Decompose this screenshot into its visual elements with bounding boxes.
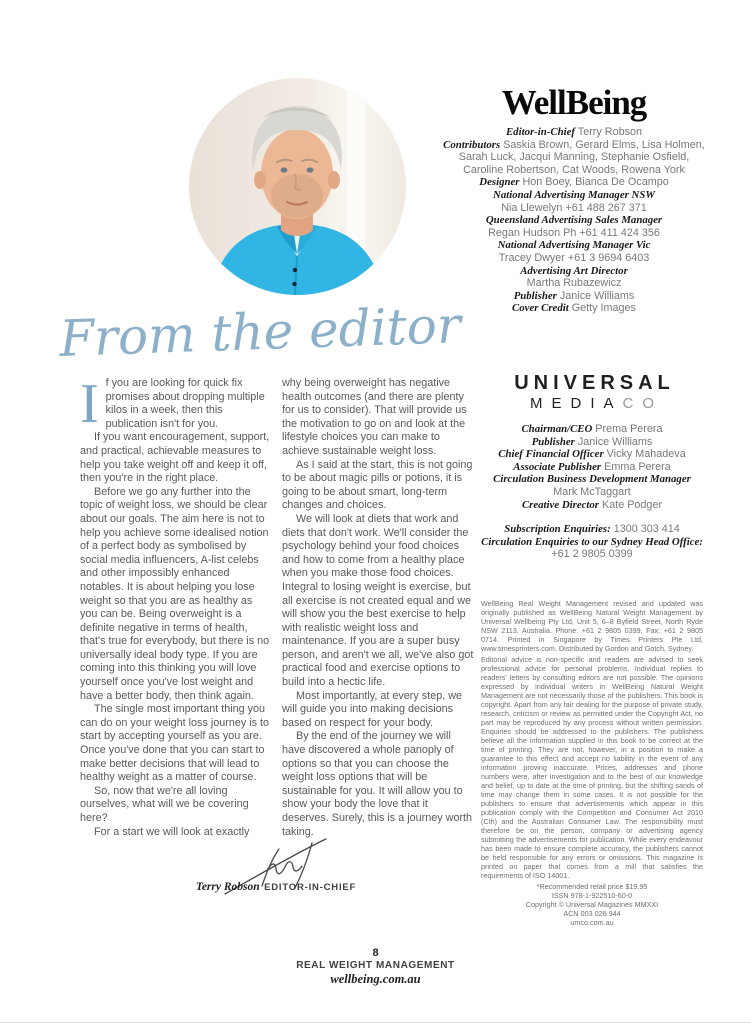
editor-photo [189,78,406,295]
credit-label: Chairman/CEO [521,423,593,435]
paragraph: why being overweight has negative health outcomes (and there are plenty for us to consider). That will provide us the motivation to go on and look at the lifestyle choices you can make to achieve sustainable weight loss. [282,377,467,457]
logo-co-text: CO [622,395,663,412]
legal-text [481,599,703,880]
legal-line: umco.com.au [570,917,614,927]
credit-label: Contributors [443,138,501,151]
credit-value: Mark McTaggart [553,485,631,498]
publisher-column [481,371,703,927]
credit-label: Associate Publisher [513,460,602,473]
universal-media-logo-top: UNIVERSAL [514,372,675,394]
credit-label: Publisher [531,435,575,448]
page-number: 8 [372,947,379,959]
paragraph: As I said at the start, this is not going to be about magic pills or potions, it is going to be about smart, long-term changes and choices. [282,458,473,512]
credit-value: Janice Williams [577,435,653,448]
editor-role: EDITOR-IN-CHIEF [264,882,357,893]
publisher-credit-line [481,473,703,498]
legal-paragraph: Editorial advice is non-specific and readers are advised to seek professional advice for personal problems. Individual replies to readers' letters by consulting editors are not possible. The opinions expressed by individual writers in WellBeing Natural Weight Management are not necessarily those of the publishers. This book is copyright. Apart from any fair dealing for the purpose of private study, research, criticism or review as permitted under the Copyright Act, no part may be reproduced by any process without written permission. Enquiries should be addressed to the publishers. The publishers believe all the information supplied in this book to be correct at the time of printing. They are not, however, in a position to make a guarantee to this effect and accept no liability in the event of any information proving inaccurate. Prices, addresses and phone numbers were, after investigation and to the best of our knowledge and belief, up to date at the time of printing, but the shifting sands of time may change them in some cases. It is not possible for the publishers to ensure that advertisements which appear in this publication comply with the Competition and Consumer Act 2010 (Cth) and the Australian Consumer Law. The responsibility must therefore be on the person, company or advertising agency submitting the advertisements for publication. While every endeavour has been made to ensure complete accuracy, the publishers cannot be held responsible for any errors or omissions. This magazine is printed on paper that comes from a mill that satisfies the requirements of ISO 14001. [481,654,703,880]
masthead-credit-line [438,265,710,290]
page-footer [0,947,751,987]
paragraph: If you want encouragement, support, and practical, achievable measures to help you take weight off and keep it off, then you're in the right place. [80,431,270,485]
page-edge-line [0,1022,751,1023]
paragraph: We will look at diets that work and diets that don't work. We'll consider the psychology behind your food choices and how to come from a healthy place when you make those food choices. Integral to losing weight is exercise, but all exercise is not created equal and we will show you the best exercise to help with realistic weight loss and maintenance. If you are a super busy person, and aren't we all, we've also got practical food and exercise options to build into a hectic life. [282,512,474,689]
credit-value: Regan Hudson Ph +61 411 424 356 [488,226,660,239]
credit-value: Getty Images [571,302,636,315]
article-column-2 [282,377,474,839]
legal-line: ACN 003 026 944 [563,908,621,918]
contact-value: 1300 303 414 [613,523,680,536]
contact-line [481,536,703,561]
credit-value: Saskia Brown, Gerard Elms, Lisa Holmen, Sarah Luck, Jacqui Manning, Stephanie Osfield, Caroline Robertson, Cat Woods, Rowena York [458,138,705,176]
credit-value: Terry Robson [577,126,643,138]
masthead-credit-line [438,189,710,214]
credit-value: Nia Llewelyn +61 488 267 371 [501,201,647,214]
lead-paragraph [80,373,272,435]
legal-line: Copyright © Universal Magazines MMXXI [525,899,659,909]
editor-portrait-image [189,78,406,295]
credit-value: Kate Podger [602,498,663,511]
paragraph: For a start we will look at exactly [94,825,250,838]
section-title: REAL WEIGHT MANAGEMENT [296,960,455,971]
credit-label: National Advertising Manager NSW [493,188,655,201]
masthead-credit-line [438,302,710,315]
drop-cap: I [80,373,99,435]
contact-line [481,523,703,536]
legal-paragraph: WellBeing Real Weight Management revised and updated was originally published as WellBeing Natural Weight Management by Universal Wellbeing Pty Ltd, Unit 5, 6–8 Byfield Street, North Ryde NSW 2113, Australia. Phone: +61 2 9805 0399, Fax: +61 2 9805 0714. Printed in Singapore by Times Printers Pte Ltd, www.timesprinters.com. Distributed by Gordon and Gotch, Sydney. [481,598,703,653]
legal-line: *Recommended retail price $19.95 [536,881,648,891]
paragraph: So, now that we're all loving ourselves, what will we be covering here? [80,784,249,824]
universal-media-logo-bottom [481,395,703,413]
column2-paragraphs [282,377,474,839]
credit-label: Publisher [513,289,557,302]
credit-value: Janice Williams [559,289,635,302]
website-text: wellbeing.com.au [330,972,421,986]
credit-value: Tracey Dwyer +61 3 9694 6403 [498,251,650,264]
paragraph: Before we go any further into the topic of weight loss, we should be clear about our goals. The aim here is not to help you achieve some idealised notion of a perfect body as symbolised by social media influencers, A-list celebs and other impossibly enhanced notables. It is about helping you lose weight so that you are as healthy as you can be. Being overweight is a definite negative in terms of health, that's true for everybody, but there is no universally ideal body type. If you are coming into this thinking you will love yourself once you've lost weight and have a better body, then think again. [80,485,270,702]
credit-value: Prema Perera [595,423,663,435]
paragraph: The single most important thing you can do on your weight loss journey is to start by accepting yourself as you are. Once you've done that you can start to make better decisions that will lead to healthy weight as a matter of course. [80,703,270,784]
publisher-credit-line [481,499,703,512]
column1-paragraphs [80,431,272,839]
credit-label: Editor-in-Chief [505,126,575,138]
masthead-credits [438,126,710,315]
publisher-credit-line [481,423,703,436]
masthead-credit-line [438,239,710,264]
credit-label: Designer [479,176,520,189]
credit-value: Hon Boey, Bianca De Ocampo [522,176,669,189]
publisher-credit-line [481,461,703,474]
masthead [438,84,710,315]
publisher-credit-line [481,448,703,461]
masthead-credit-line [438,290,710,303]
page-title-script: From the editor [58,296,462,368]
credit-label: National Advertising Manager Vic [497,239,651,252]
universal-media-logo [481,371,703,413]
contact-label: Circulation Enquiries to our Sydney Head Office: [481,535,703,548]
publisher-credit-line [481,436,703,449]
masthead-credit-line [438,139,710,177]
credit-label: Circulation Business Development Manager [493,473,691,486]
paragraph: Most importantly, at every step, we will guide you into making decisions based on respect for your body. [282,689,463,729]
article-column-1 [80,373,272,839]
masthead-credit-line [438,126,710,139]
masthead-credit-line [438,214,710,239]
masthead-credit-line [438,176,710,189]
logo-media-text: MEDIA [529,395,623,412]
contact-block [481,523,703,561]
credit-label: Creative Director [521,498,600,511]
editor-name: Terry Robson [195,881,260,893]
paragraph: By the end of the journey we will have discovered a whole panoply of options so that you can choose the weight loss options that will be sustainable for you. It will allow you to show your body the love that it deserves. Surely, this is a journey worth taking. [282,730,473,838]
credit-value: Emma Perera [604,460,671,473]
credit-label: Cover Credit [512,302,569,315]
legal-line: ISSN 978-1-922510-60-0 [551,890,633,900]
wellbeing-logo: WellBeing [501,83,647,122]
contact-label: Subscription Enquiries: [504,523,611,536]
legal-centered-lines [481,882,703,927]
lead-text: f you are looking for quick fix promises about dropping multiple kilos in a week, then this publication isn't for you. [105,377,265,430]
signoff [80,877,472,895]
credit-label: Queensland Advertising Sales Manager [485,214,663,227]
credit-label: Chief Financial Officer [498,448,604,461]
credit-label: Advertising Art Director [520,264,628,277]
credit-value: Vicky Mahadeva [606,448,686,461]
publisher-credits [481,423,703,511]
contact-value: +61 2 9805 0399 [551,548,633,561]
credit-value: Martha Rubazewicz [526,277,622,290]
